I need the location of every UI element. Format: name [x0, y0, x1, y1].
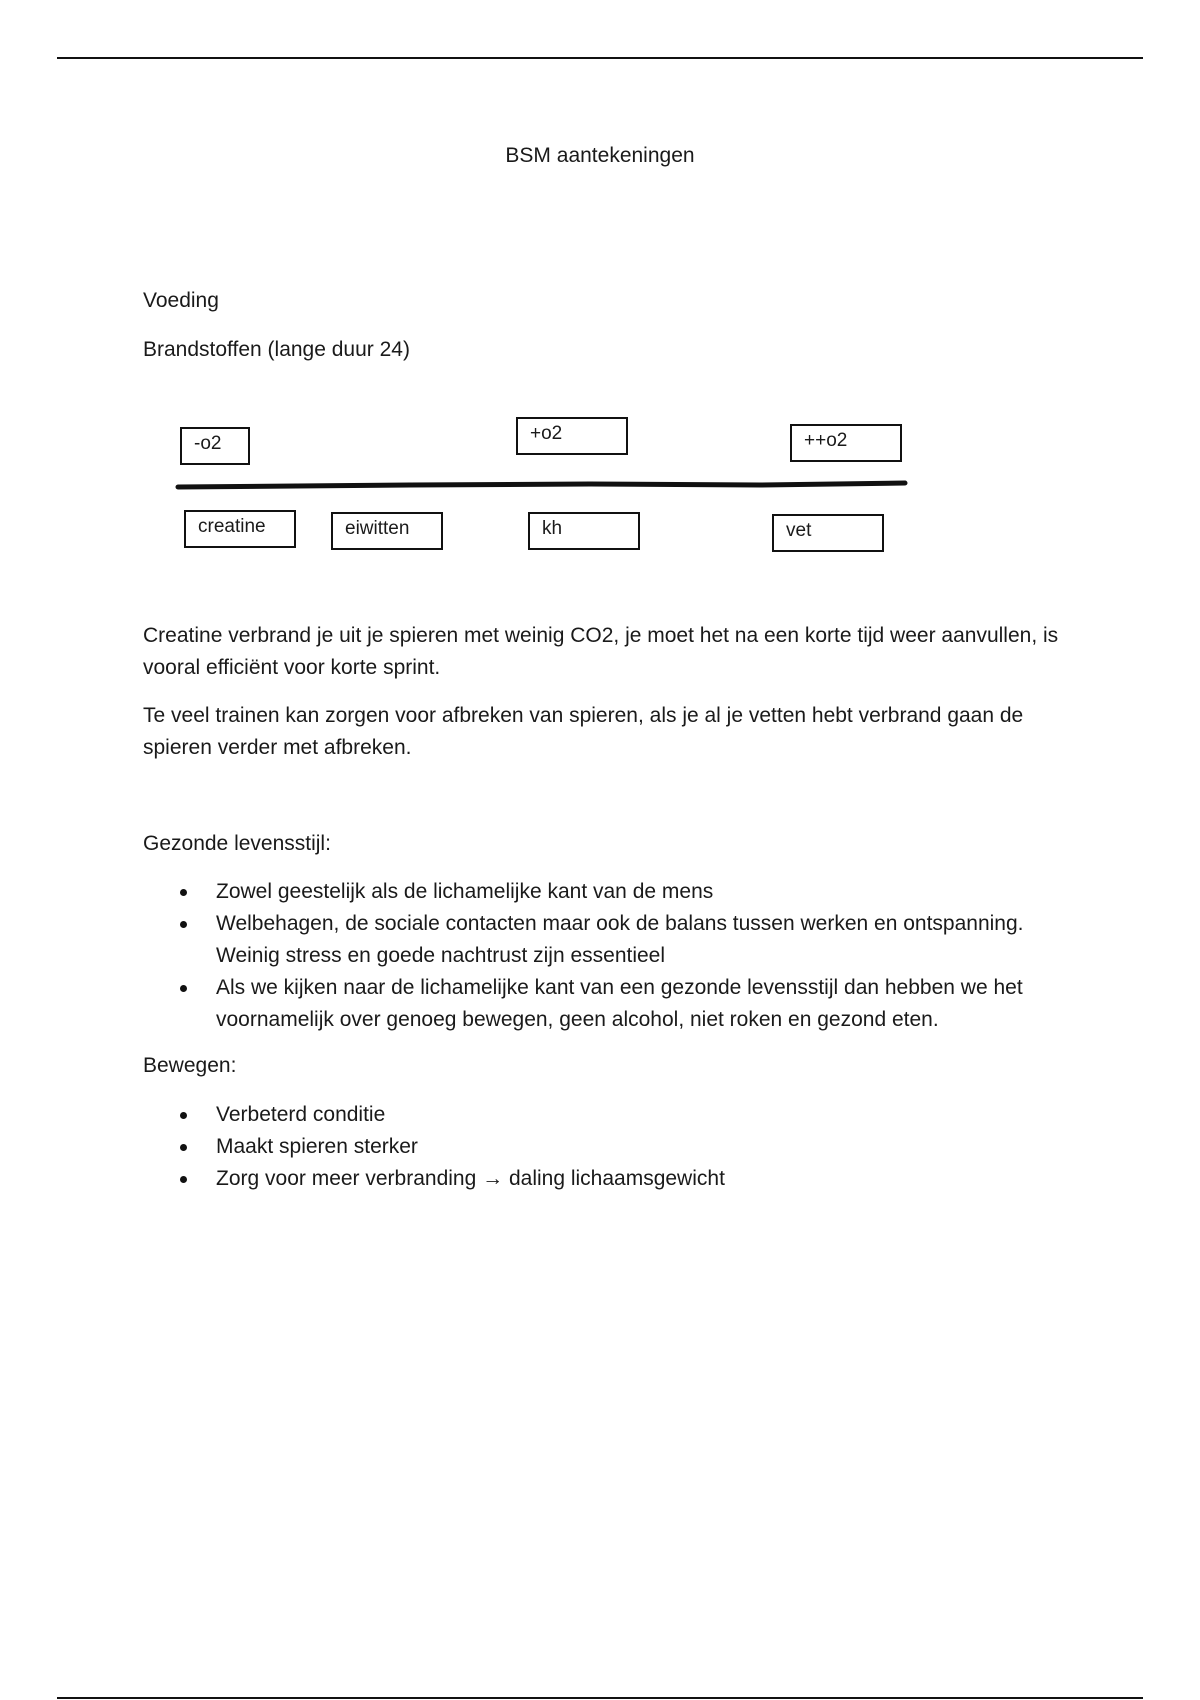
bullet-icon	[180, 889, 187, 896]
bewegen-list	[143, 1099, 1063, 1195]
fuel-label-creatine: creatine	[184, 510, 296, 548]
paragraph-creatine: Creatine verbrand je uit je spieren met weinig CO2, je moet het na een korte tijd weer aanvullen, is vooral efficiënt voor korte sprint.	[143, 624, 1059, 679]
section-heading-voeding: Voeding	[143, 289, 219, 312]
bullet-icon	[180, 1112, 187, 1119]
levensstijl-list	[143, 876, 1063, 1036]
oxygen-label-minus: -o2	[180, 427, 250, 465]
bullet-icon	[180, 1176, 187, 1183]
paragraph-trainen: Te veel trainen kan zorgen voor afbreken van spieren, als je al je vetten hebt verbrand gaan de spieren verder met afbreken.	[143, 704, 1024, 759]
list-item: Welbehagen, de sociale contacten maar ook de balans tussen werken en ontspanning. Weinig stress en goede nachtrust zijn essentieel	[143, 908, 1063, 972]
document-title: BSM aantekeningen	[505, 144, 695, 167]
list-item: Maakt spieren sterker	[143, 1131, 1063, 1163]
list-item: Zowel geestelijk als de lichamelijke kant van de mens	[143, 876, 1063, 908]
oxygen-label-plus: +o2	[516, 417, 628, 455]
fuel-label-kh: kh	[528, 512, 640, 550]
bullet-icon	[180, 1144, 187, 1151]
bullet-icon	[180, 985, 187, 992]
list-item: Verbeterd conditie	[143, 1099, 1063, 1131]
header-rule	[57, 57, 1143, 59]
fuel-label-eiwitten: eiwitten	[331, 512, 443, 550]
subsection-heading-brandstoffen: Brandstoffen (lange duur 24)	[143, 338, 410, 361]
list-item: Zorg voor meer verbranding → daling lichaamsgewicht	[143, 1163, 1063, 1195]
footer-rule	[57, 1697, 1143, 1699]
oxygen-label-double-plus: ++o2	[790, 424, 902, 462]
list-item: Als we kijken naar de lichamelijke kant van een gezonde levensstijl dan hebben we het voornamelijk over genoeg bewegen, geen alcohol, niet roken en gezond eten.	[143, 972, 1063, 1036]
fuel-label-vet: vet	[772, 514, 884, 552]
section-heading-levensstijl: Gezonde levensstijl:	[143, 832, 331, 855]
fuel-diagram	[170, 410, 920, 560]
section-heading-bewegen: Bewegen:	[143, 1054, 237, 1077]
bullet-icon	[180, 921, 187, 928]
